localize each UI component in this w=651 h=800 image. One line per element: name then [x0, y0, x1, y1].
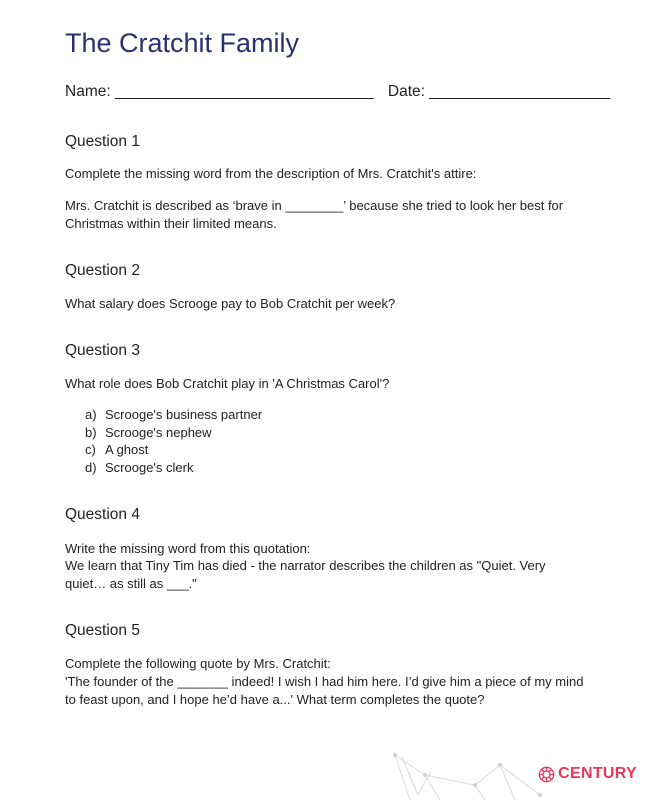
question-2-heading: Question 2 [65, 262, 140, 279]
question-1-body: Mrs. Cratchit is described as ‘brave in ________’ because she tried to look her best for Christmas within their limited means. [65, 198, 564, 231]
option-a[interactable]: a) Scrooge's business partner [85, 407, 263, 422]
option-b[interactable]: b) Scrooge's nephew [85, 424, 212, 440]
question-5-body: 'The founder of the _______ indeed! I wish I had him here. I’d give him a piece of my mind to feast upon, and I hope he’d have a...' What term completes the quote? [65, 674, 584, 707]
question-3-heading: Question 3 [65, 342, 140, 359]
question-5-instruction: Complete the following quote by Mrs. Cratchit: [65, 656, 331, 671]
name-date-line [65, 83, 610, 101]
question-2-instruction: What salary does Scrooge pay to Bob Cratchit per week? [65, 296, 396, 311]
century-brain-icon [538, 766, 555, 783]
century-logo [538, 765, 637, 783]
question-4-heading: Question 4 [65, 506, 140, 523]
question-1-heading: Question 1 [65, 133, 140, 150]
date-field[interactable]: Date: _____________________ [387, 83, 611, 100]
question-5-heading: Question 5 [65, 622, 140, 639]
question-4-instruction: Write the missing word from this quotation: [65, 541, 311, 556]
option-c[interactable]: c) A ghost [85, 442, 149, 457]
page-title: The Cratchit Family [65, 28, 300, 58]
question-3-options [85, 406, 262, 476]
question-3-instruction: What role does Bob Cratchit play in 'A Christmas Carol'? [65, 376, 390, 391]
name-field[interactable]: Name: ______________________________ [65, 83, 374, 100]
question-4-body: We learn that Tiny Tim has died - the narrator describes the children as "Quiet. Very quiet… as still as ___." [65, 558, 546, 591]
century-logo-text: CENTURY [558, 765, 637, 782]
option-d[interactable]: d) Scrooge's clerk [85, 459, 194, 475]
question-1-instruction: Complete the missing word from the description of Mrs. Cratchit's attire: [65, 166, 477, 181]
network-decoration-icon [380, 745, 560, 800]
